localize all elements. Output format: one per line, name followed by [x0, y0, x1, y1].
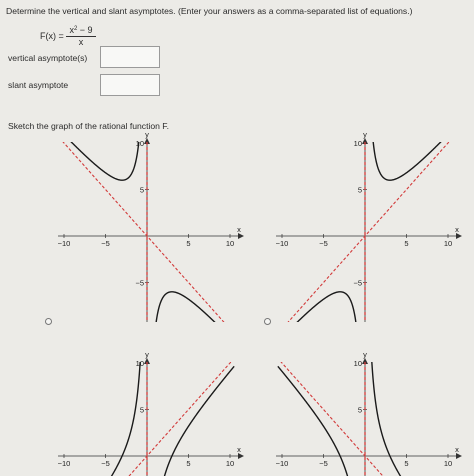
y-tick-label: −5: [135, 278, 144, 288]
x-axis-label: x: [455, 445, 459, 454]
x-tick-label: 10: [225, 459, 235, 468]
y-tick-label: 5: [357, 185, 362, 195]
question-instruction: Determine the vertical and slant asymptotes. (Enter your answers as a comma-separated list of equations.): [6, 6, 413, 16]
x-tick-label: 5: [404, 239, 409, 248]
y-tick-label: 5: [357, 405, 362, 415]
curve-left-branch: [278, 292, 359, 355]
graph-option-b: [274, 132, 464, 322]
y-tick-label: 5: [139, 405, 144, 415]
y-tick-label: −5: [353, 278, 362, 288]
curve-right-branch: [371, 117, 452, 180]
y-tick-label: 10: [135, 359, 144, 368]
y-axis-label: y: [145, 130, 149, 139]
x-axis-label: x: [455, 225, 459, 234]
graph-option-a: [56, 132, 246, 322]
y-axis-label: y: [363, 130, 367, 139]
curve-right-branch: [152, 366, 234, 476]
x-tick-label: 10: [225, 239, 235, 248]
y-tick-label: 10: [353, 139, 362, 148]
curve-right-branch: [370, 335, 452, 476]
x-axis-label: x: [237, 225, 241, 234]
x-tick-label: −10: [275, 239, 289, 248]
x-tick-label: −10: [275, 459, 289, 468]
function-denominator: x: [78, 37, 84, 47]
x-tick-label: 10: [443, 459, 453, 468]
slant-asymptote-label: slant asymptote: [8, 80, 69, 90]
function-lhs: F(x) =: [40, 31, 64, 41]
y-tick-label: 10: [135, 139, 144, 148]
radio-option-b[interactable]: [264, 318, 271, 325]
y-axis-label: y: [363, 350, 367, 359]
curve-left-branch: [57, 335, 142, 476]
y-tick-label: 10: [353, 359, 362, 368]
x-tick-label: −5: [101, 239, 110, 248]
x-axis-label: x: [237, 445, 241, 454]
x-tick-label: −5: [101, 459, 110, 468]
radio-option-a[interactable]: [45, 318, 52, 325]
vertical-asymptote-input[interactable]: [100, 46, 160, 68]
x-tick-label: −10: [57, 459, 71, 468]
x-tick-label: −5: [319, 459, 328, 468]
function-fraction: [66, 24, 96, 48]
vertical-asymptote-label: vertical asymptote(s): [8, 53, 88, 63]
graph-option-c: [56, 352, 246, 476]
x-tick-label: 10: [443, 239, 453, 248]
x-tick-label: −5: [319, 239, 328, 248]
function-numerator: $x^2 - 9$: [66, 24, 96, 37]
graph-option-d: [274, 352, 464, 476]
y-axis-label: y: [145, 350, 149, 359]
curve-right-branch: [153, 292, 234, 355]
x-tick-label: −10: [57, 239, 71, 248]
x-tick-label: 5: [186, 239, 191, 248]
x-tick-label: 5: [186, 459, 191, 468]
sketch-prompt: Sketch the graph of the rational function F.: [8, 121, 169, 131]
slant-asymptote-input[interactable]: [100, 74, 160, 96]
x-tick-label: 5: [404, 459, 409, 468]
y-tick-label: 5: [139, 185, 144, 195]
